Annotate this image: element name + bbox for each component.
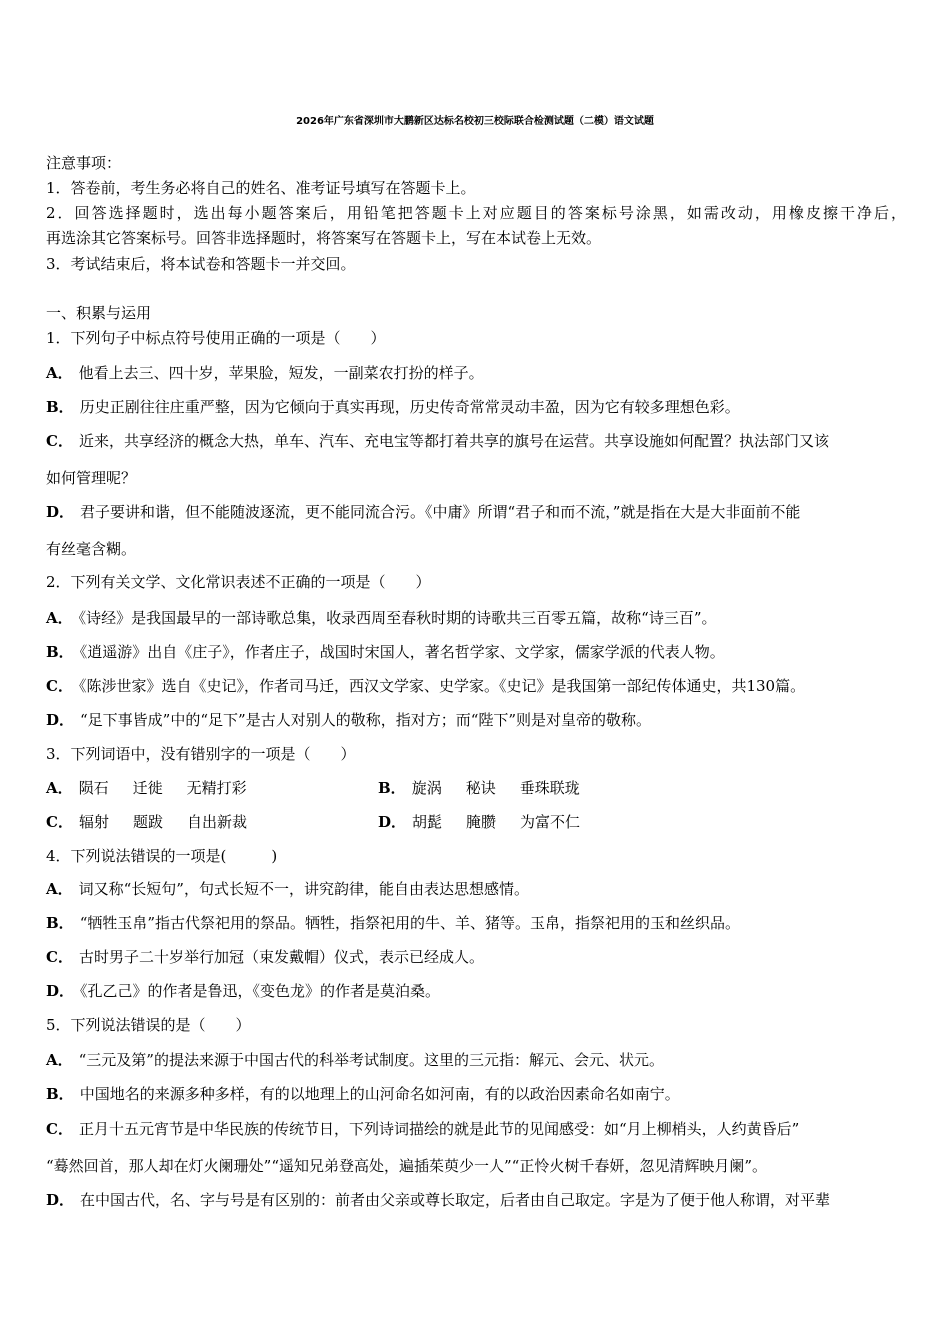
option-text: 近来，共享经济的概念大热，单车、汽车、充电宝等都打着共享的旗号在运营。共享设施如何配置？执法部门又该	[78, 432, 829, 450]
option-text: 古时男子二十岁举行加冠（束发戴帽）仪式，表示已经成人。	[78, 948, 484, 966]
option-text: 君子要讲和谐，但不能随波逐流，更不能同流合污。《中庸》所谓“君子和而不流，”就是指在大是大非面前不能	[80, 503, 801, 521]
word: 胡髭	[412, 813, 443, 831]
question-1-stem: 1．下列句子中标点符号使用正确的一项是（ ）	[46, 329, 386, 347]
option-letter: D．	[46, 503, 75, 521]
question-2-stem: 2．下列有关文学、文化常识表述不正确的一项是（ ）	[46, 573, 431, 591]
option-letter: A．	[46, 880, 73, 898]
option-text: “三元及第”的提法来源于中国古代的科举考试制度。这里的三元指：解元、会元、状元。	[78, 1051, 664, 1069]
q4-option-b	[46, 912, 740, 933]
notice-item: 1．答卷前，考生务必将自己的姓名、准考证号填写在答题卡上。	[46, 179, 476, 197]
q2-option-a	[46, 607, 716, 628]
option-letter: B．	[46, 914, 74, 932]
option-text: 历史正剧往往庄重严整，因为它倾向于真实再现，历史传奇常常灵动丰盈，因为它有较多理想色彩。	[79, 398, 740, 416]
option-letter: A．	[46, 779, 73, 797]
q4-option-d	[46, 980, 440, 1001]
question-3-stem: 3．下列词语中，没有错别字的一项是（ ）	[46, 745, 356, 763]
q2-option-b	[46, 641, 725, 662]
option-letter: C．	[46, 677, 73, 695]
word: 辐射	[78, 813, 109, 831]
notice-item: 2．回答选择题时，选出每小题答案后，用铅笔把答题卡上对应题目的答案标号涂黑，如需改动，用橡皮擦干净后，	[46, 204, 906, 222]
option-text: 词又称“长短句”，句式长短不一，讲究韵律，能自由表达思想感情。	[78, 880, 529, 898]
option-letter: B．	[378, 779, 406, 797]
word: 无精打彩	[186, 779, 247, 797]
word: 题跋	[132, 813, 163, 831]
option-text: 正月十五元宵节是中华民族的传统节日，下列诗词描绘的就是此节的见闻感受：如“月上柳梢头，人约黄昏后”	[78, 1120, 800, 1138]
notice-heading: 注意事项：	[46, 154, 122, 172]
option-letter: C．	[46, 948, 73, 966]
q1-option-d-cont: 有丝毫含糊。	[46, 540, 137, 558]
q1-option-a	[46, 362, 484, 383]
q5-option-d	[46, 1189, 830, 1210]
option-letter: B．	[46, 643, 74, 661]
section-heading: 一、积累与运用	[46, 304, 152, 322]
option-letter: D．	[378, 813, 407, 831]
option-letter: A．	[46, 1051, 73, 1069]
q5-option-c-cont: “蓦然回首，那人却在灯火阑珊处”“遥知兄弟登高处，遍插茱萸少一人”“正怜火树千春妍，忽见清辉映月阑”。	[46, 1157, 768, 1175]
q1-option-b	[46, 396, 740, 417]
word: 腌臜	[466, 813, 497, 831]
option-letter: D．	[46, 982, 75, 1000]
option-letter: D．	[46, 711, 75, 729]
option-text: 中国地名的来源多种多样，有的以地理上的山河命名如河南，有的以政治因素命名如南宁。	[79, 1085, 680, 1103]
q1-option-c-cont: 如何管理呢？	[46, 469, 137, 487]
option-text: 他看上去三、四十岁，苹果脸，短发，一副菜农打扮的样子。	[78, 364, 484, 382]
option-letter: C．	[46, 813, 73, 831]
q3-option-a	[46, 777, 271, 798]
option-text: “足下事皆成”中的“足下”是古人对别人的敬称，指对方；而“陛下”则是对皇帝的敬称。	[80, 711, 652, 729]
word: 自出新裁	[186, 813, 247, 831]
option-letter: A．	[46, 364, 73, 382]
q3-option-c	[46, 811, 271, 832]
notice-item: 再选涂其它答案标号。回答非选择题时，将答案写在答题卡上，写在本试卷上无效。	[46, 229, 602, 247]
word: 秘诀	[465, 779, 496, 797]
option-letter: C．	[46, 1120, 73, 1138]
word: 垂珠联珑	[519, 779, 580, 797]
option-text: “牺牲玉帛”指古代祭祀用的祭品。牺牲，指祭祀用的牛、羊、猪等。玉帛，指祭祀用的玉和丝织品。	[79, 914, 741, 932]
word: 旋涡	[411, 779, 442, 797]
word: 迁徙	[132, 779, 163, 797]
q5-option-b	[46, 1083, 680, 1104]
word: 为富不仁	[520, 813, 581, 831]
option-letter: D．	[46, 1191, 75, 1209]
q4-option-a	[46, 878, 529, 899]
option-text: 《孔乙己》的作者是鲁迅，《变色龙》的作者是莫泊桑。	[80, 982, 441, 1000]
option-letter: B．	[46, 398, 74, 416]
q3-option-b	[378, 777, 604, 798]
option-text: 《逍遥游》出自《庄子》，作者庄子，战国时宋国人，著名哲学家、文学家，儒家学派的代表人物。	[79, 643, 725, 661]
q2-option-c	[46, 675, 805, 696]
option-text: 在中国古代，名、字与号是有区别的：前者由父亲或尊长取定，后者由自己取定。字是为了便于他人称谓，对平辈	[80, 1191, 831, 1209]
option-text: 《陈涉世家》选自《史记》，作者司马迁，西汉文学家、史学家。《史记》是我国第一部纪传体通史，共130篇。	[78, 677, 806, 695]
word: 陨石	[78, 779, 109, 797]
q5-option-c	[46, 1118, 799, 1139]
q1-option-d	[46, 501, 800, 522]
question-4-stem: 4．下列说法错误的一项是( )	[46, 847, 278, 865]
option-letter: B．	[46, 1085, 74, 1103]
question-5-stem: 5．下列说法错误的是（ ）	[46, 1016, 251, 1034]
q5-option-a	[46, 1049, 664, 1070]
page-title: 2026年广东省深圳市大鹏新区达标名校初三校际联合检测试题（二模）语文试题	[296, 116, 654, 127]
q2-option-d	[46, 709, 651, 730]
q3-option-d	[378, 811, 604, 832]
option-letter: C．	[46, 432, 73, 450]
notice-item: 3．考试结束后，将本试卷和答题卡一并交回。	[46, 255, 356, 273]
q4-option-c	[46, 946, 484, 967]
q1-option-c	[46, 430, 829, 451]
option-letter: A．	[46, 609, 73, 627]
option-text: 《诗经》是我国最早的一部诗歌总集，收录西周至春秋时期的诗歌共三百零五篇，故称“诗三百”。	[78, 609, 717, 627]
